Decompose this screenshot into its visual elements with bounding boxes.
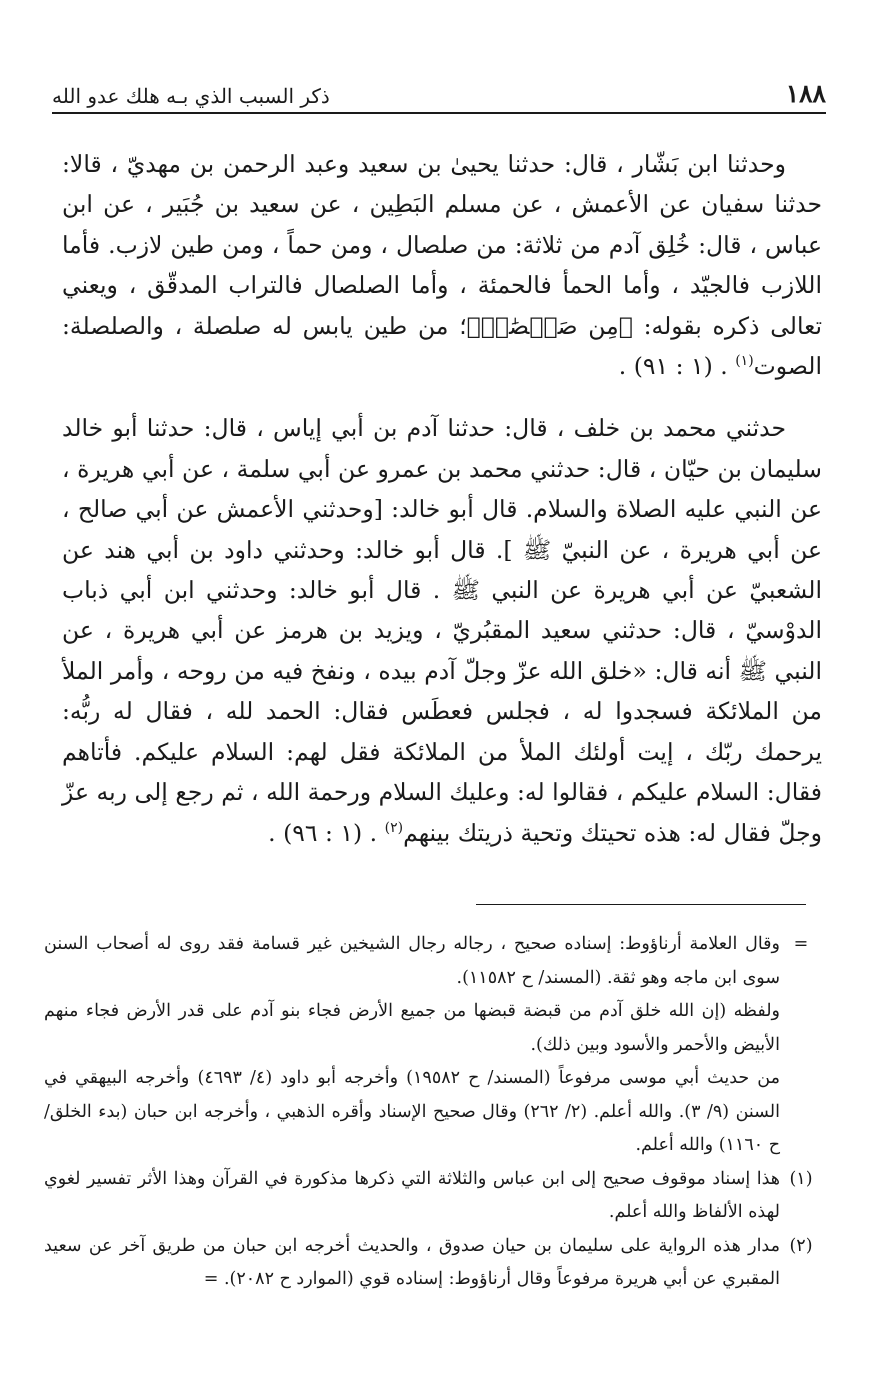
footnotes — [44, 928, 822, 1297]
footnote-line: من حديث أبي موسى مرفوعاً (المسند/ ح ١٩٥٨٢) وأخرجه أبو داود (٤/ ٤٦٩٣) وأخرجه البيهقي في السنن (٩/ ٣). والله أعلم. (٢/ ٢٦٢) وقال صحيح الإسناد وأقره الذهبي ، وأخرجه ابن حبان (بدء الخلق/ ح ١١٦٠) والله أعلم. — [44, 1068, 781, 1155]
running-title: ذكر السبب الذي بـه هلك عدو الله — [52, 84, 330, 108]
footnote-body — [44, 928, 780, 1163]
footnote-2 — [44, 1230, 822, 1297]
citation: . (١ : ٩٦) . — [268, 818, 378, 847]
footnote-line: ولفظه (إن الله خلق آدم من قبضة قبضها من جميع الأرض فجاء بنو آدم على قدر الأرض فجاء منهم الأبيض والأحمر والأسود وبين ذلك). — [44, 1001, 780, 1055]
footnote-line: مدار هذه الرواية على سليمان بن حيان صدوق ، والحديث أخرجه ابن حبان من طريق آخر عن سعيد المقبري عن أبي هريرة مرفوعاً وقال أرناؤوط: إسناده قوي (الموارد ح ٢٠٨٢). = — [44, 1235, 780, 1289]
citation: . (١ : ٩١) . — [618, 352, 728, 381]
footnote-marker: (٢) — [789, 1235, 813, 1256]
page-number: ١٨٨ — [785, 79, 826, 108]
main-text — [62, 144, 822, 853]
footnote-body — [44, 1230, 780, 1297]
footnote-marker: (١) — [789, 1168, 813, 1189]
paragraph-text: حدثني محمد بن خلف ، قال: حدثنا آدم بن أبي إياس ، قال: حدثنا أبو خالد سليمان بن حيّان ، قال: حدثني محمد بن عمرو عن أبي سلمة ، عن أبي هريرة ، عن النبي عليه الصلاة والسلام. قال أبو خالد: [وحدثني الأعمش عن أبي صالح ، عن أبي هريرة ، عن النبيّ ﷺ ]. قال أبو خالد: وحدثني داود بن أبي هند عن الشعبيّ عن أبي هريرة عن النبي ﷺ . قال أبو خالد: وحدثني ابن أبي ذباب الدوْسيّ ، قال: حدثني سعيد المقبُريّ ، ويزيد بن هرمز عن أبي هريرة ، عن النبي ﷺ أنه قال: «خلق الله عزّ وجلّ آدم بيده ، ونفخ فيه من روحه ، وأمر الملأ من الملائكة فسجدوا له ، فجلس فعطَس فقال: الحمد لله ، فقال له ربُّه: يرحمك ربّك ، إيت أولئك الملأ من الملائكة فقل لهم: السلام عليكم. فأتاهم فقال: السلام عليكم ، فقالوا له: وعليك السلام ورحمة الله ، ثم رجع إلى ربه عزّ وجلّ فقال له: هذه تحيتك وتحية ذريتك بينهم — [62, 414, 822, 847]
header-rule — [52, 112, 826, 114]
footnote-line: هذا إسناد موقوف صحيح إلى ابن عباس والثلاثة التي ذكرها مذكورة في القرآن وهذا الأثر تفسير لغوي لهذه الألفاظ والله أعلم. — [44, 1168, 780, 1222]
paragraph — [62, 408, 822, 852]
footnote-body — [44, 1163, 780, 1230]
footnote-reference: (٢) — [384, 819, 404, 836]
running-header — [52, 74, 826, 108]
footnote-marker: = — [793, 934, 809, 954]
footnote-continuation — [44, 928, 822, 1163]
footnote-reference: (١) — [735, 353, 754, 370]
footnote-separator — [476, 904, 806, 905]
footnote-1 — [44, 1163, 822, 1230]
footnote-line: وقال العلامة أرناؤوط: إسناده صحيح ، رجاله رجال الشيخين غير قسامة فقد روى له أصحاب السنن سوى ابن ماجه وهو ثقة. (المسند/ ح ١١٥٨٢). — [44, 934, 780, 988]
paragraph — [62, 144, 822, 386]
paragraph-text: وحدثنا ابن بَشّار ، قال: حدثنا يحيىٰ بن سعيد وعبد الرحمن بن مهديّ ، قالا: حدثنا سفيان عن الأعمش ، عن مسلم البَطِين ، عن سعيد بن جُبَير ، عن ابن عباس ، قال: خُلِق آدم من ثلاثة: من صلصال ، ومن حماً ، ومن طين لازب. فأما اللازب فالجيّد ، وأما الحمأ فالحمئة ، وأما الصلصال فالتراب المدقّق ، ويعني تعالى ذكره بقوله: ﴿مِن صَلۡصَٰلٖ﴾؛ من طين يابس له صلصلة ، والصلصلة: الصوت — [62, 150, 822, 381]
